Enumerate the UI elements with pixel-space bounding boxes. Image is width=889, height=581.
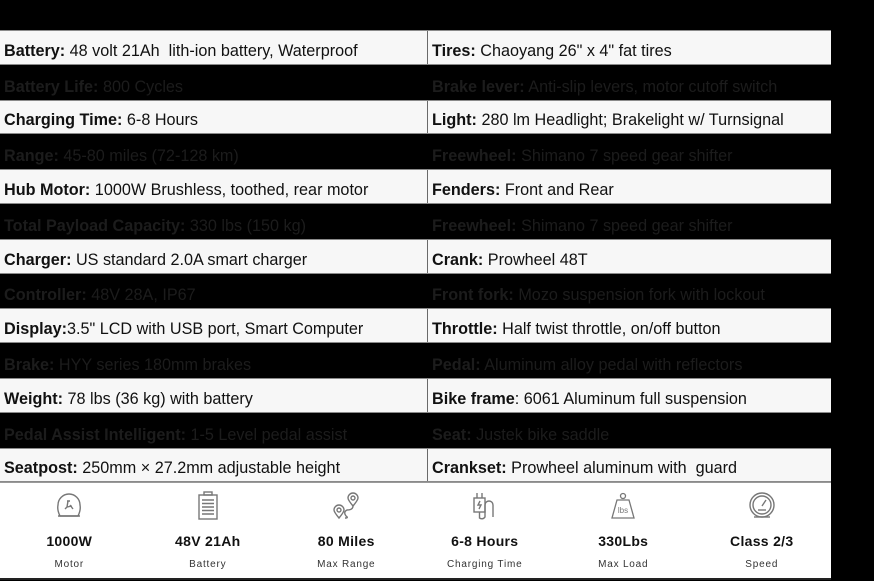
- spec-value: Chaoyang 26" x 4" fat tires: [475, 41, 672, 60]
- spec-key: Crankset:: [432, 459, 507, 478]
- spec-cell-throttle: [428, 309, 831, 342]
- spec-row: [0, 169, 831, 204]
- feature-battery: [139, 483, 278, 578]
- feature-load: [554, 483, 693, 578]
- spec-key: Charging Time:: [4, 111, 123, 130]
- feature-motor: [0, 483, 139, 578]
- spec-key: Battery:: [4, 41, 66, 60]
- spec-row: [0, 239, 831, 274]
- spec-key: Total Payload Capacity:: [4, 216, 186, 235]
- spec-value: Shimano 7 speed gear shifter: [516, 216, 733, 235]
- spec-value: 3.5" LCD with USB port, Smart Computer: [66, 320, 364, 339]
- spec-key: Seat:: [432, 425, 472, 444]
- spec-key: Battery Life:: [4, 77, 99, 96]
- feature-charging: [416, 483, 555, 578]
- spec-key: Tires:: [432, 41, 476, 60]
- spec-value: 48V 28A, IP67: [86, 286, 196, 305]
- route-icon: [331, 491, 361, 521]
- spec-key: Range:: [4, 147, 59, 166]
- feature-speed: [693, 483, 832, 578]
- spec-cell-battery-life: [0, 65, 428, 100]
- spec-key: Hub Motor:: [4, 180, 91, 199]
- feature-label: Charging Time: [447, 559, 523, 570]
- feature-value: 330Lbs: [598, 533, 649, 549]
- spec-value: 800 Cycles: [98, 77, 184, 96]
- spec-cell-hub-motor: [0, 170, 428, 203]
- spec-row: [0, 134, 831, 169]
- spec-cell-charger: [0, 240, 428, 273]
- spec-value: Prowheel 48T: [483, 250, 588, 269]
- spec-cell-display: [0, 309, 428, 342]
- feature-value: 6-8 Hours: [451, 533, 519, 549]
- spec-value: 280 lm Headlight; Brakelight w/ Turnsignal: [476, 111, 784, 130]
- spec-cell-front-fork: [428, 274, 831, 309]
- spec-cell-charging-time: [0, 101, 428, 134]
- spec-key: Light:: [432, 111, 477, 130]
- spec-key: Charger:: [4, 250, 72, 269]
- spec-value: Front and Rear: [500, 180, 614, 199]
- feature-value: 80 Miles: [317, 533, 375, 549]
- spec-value: 48 volt 21Ah lith-ion battery, Waterproof: [65, 41, 358, 60]
- spec-cell-tires: [428, 31, 831, 64]
- spec-value: 78 lbs (36 kg) with battery: [63, 389, 253, 408]
- spec-value: 6-8 Hours: [122, 111, 198, 130]
- spec-row: [0, 308, 831, 343]
- spec-value: Mozo suspension fork with lockout: [513, 286, 765, 305]
- feature-label: Max Range: [317, 559, 376, 570]
- charger-icon: [470, 491, 500, 521]
- motor-icon: [54, 491, 84, 521]
- spec-value: HYY series 180mm brakes: [54, 355, 252, 374]
- feature-range: [277, 483, 416, 578]
- spec-value: 1000W Brushless, toothed, rear motor: [90, 180, 369, 199]
- spec-row: [0, 204, 831, 239]
- spec-cell-bike-frame: [428, 379, 831, 412]
- spec-cell-battery: [0, 31, 428, 64]
- battery-icon: [197, 491, 219, 521]
- feature-value: 48V 21Ah: [175, 533, 241, 549]
- spec-cell-crank: [428, 240, 831, 273]
- spec-row: [0, 274, 831, 309]
- spec-key: Weight:: [4, 389, 64, 408]
- spec-cell-crankset: [428, 449, 831, 482]
- spec-key: Freewheel:: [432, 147, 517, 166]
- feature-label: Motor: [54, 559, 85, 570]
- spec-cell-weight: [0, 379, 428, 412]
- spec-cell-freewheel: [428, 134, 831, 169]
- spec-cell-range: [0, 134, 428, 169]
- feature-label: Battery: [189, 559, 227, 570]
- feature-value: Class 2/3: [730, 533, 794, 549]
- feature-value: 1000W: [46, 533, 93, 549]
- spec-key: Controller:: [4, 286, 87, 305]
- spec-cell-fenders: [428, 170, 831, 203]
- spec-row: [0, 448, 831, 483]
- spec-value: Shimano 7 speed gear shifter: [516, 147, 733, 166]
- spec-key: Front fork:: [432, 286, 514, 305]
- spec-cell-seatpost: [0, 449, 428, 482]
- spec-row: [0, 100, 831, 135]
- spec-key: Bike frame: [432, 389, 515, 408]
- spec-cell-freewheel-2: [428, 204, 831, 239]
- spec-key: Brake lever:: [432, 77, 525, 96]
- spec-key: Throttle:: [432, 320, 498, 339]
- spec-value: Justek bike saddle: [471, 425, 610, 444]
- spec-value: Half twist throttle, on/off button: [497, 320, 721, 339]
- spec-key: Pedal Assist Intelligent:: [4, 425, 186, 444]
- weight-icon: [608, 491, 638, 521]
- spec-key: Display:: [4, 320, 67, 339]
- spec-key: Crank:: [432, 250, 484, 269]
- feature-label: Speed: [745, 559, 779, 570]
- spec-cell-light: [428, 101, 831, 134]
- spec-cell-brake: [0, 343, 428, 378]
- spec-cell-brake-lever: [428, 65, 831, 100]
- spec-key: Pedal:: [432, 355, 481, 374]
- spec-cell-controller: [0, 274, 428, 309]
- spec-cell-pedal: [428, 343, 831, 378]
- spec-table: [0, 30, 831, 482]
- spec-value: : 6061 Aluminum full suspension: [514, 389, 747, 408]
- spec-row: [0, 378, 831, 413]
- spec-key: Fenders:: [432, 180, 501, 199]
- spec-cell-seat: [428, 413, 831, 448]
- spec-row: [0, 413, 831, 448]
- spec-cell-pedal-assist: [0, 413, 428, 448]
- spec-key: Seatpost:: [4, 459, 78, 478]
- spec-value: 45-80 miles (72-128 km): [58, 147, 239, 166]
- spec-row: [0, 30, 831, 65]
- speedometer-icon: [747, 491, 777, 521]
- spec-key: Brake:: [4, 355, 55, 374]
- spec-value: US standard 2.0A smart charger: [71, 250, 308, 269]
- spec-row: [0, 343, 831, 378]
- feature-strip: [0, 482, 831, 580]
- spec-value: Anti-slip levers, motor cutoff switch: [524, 77, 778, 96]
- spec-key: Freewheel:: [432, 216, 517, 235]
- spec-value: Prowheel aluminum with guard: [506, 459, 738, 478]
- spec-value: Aluminum alloy pedal with reflectors: [480, 355, 743, 374]
- svg-text:lbs: lbs: [618, 506, 629, 515]
- feature-label: Max Load: [598, 559, 649, 570]
- spec-value: 250mm × 27.2mm adjustable height: [77, 459, 341, 478]
- spec-value: 1-5 Level pedal assist: [186, 425, 348, 444]
- spec-cell-payload: [0, 204, 428, 239]
- spec-value: 330 lbs (150 kg): [185, 216, 306, 235]
- spec-row: [0, 65, 831, 100]
- right-edge-strip: [874, 0, 889, 581]
